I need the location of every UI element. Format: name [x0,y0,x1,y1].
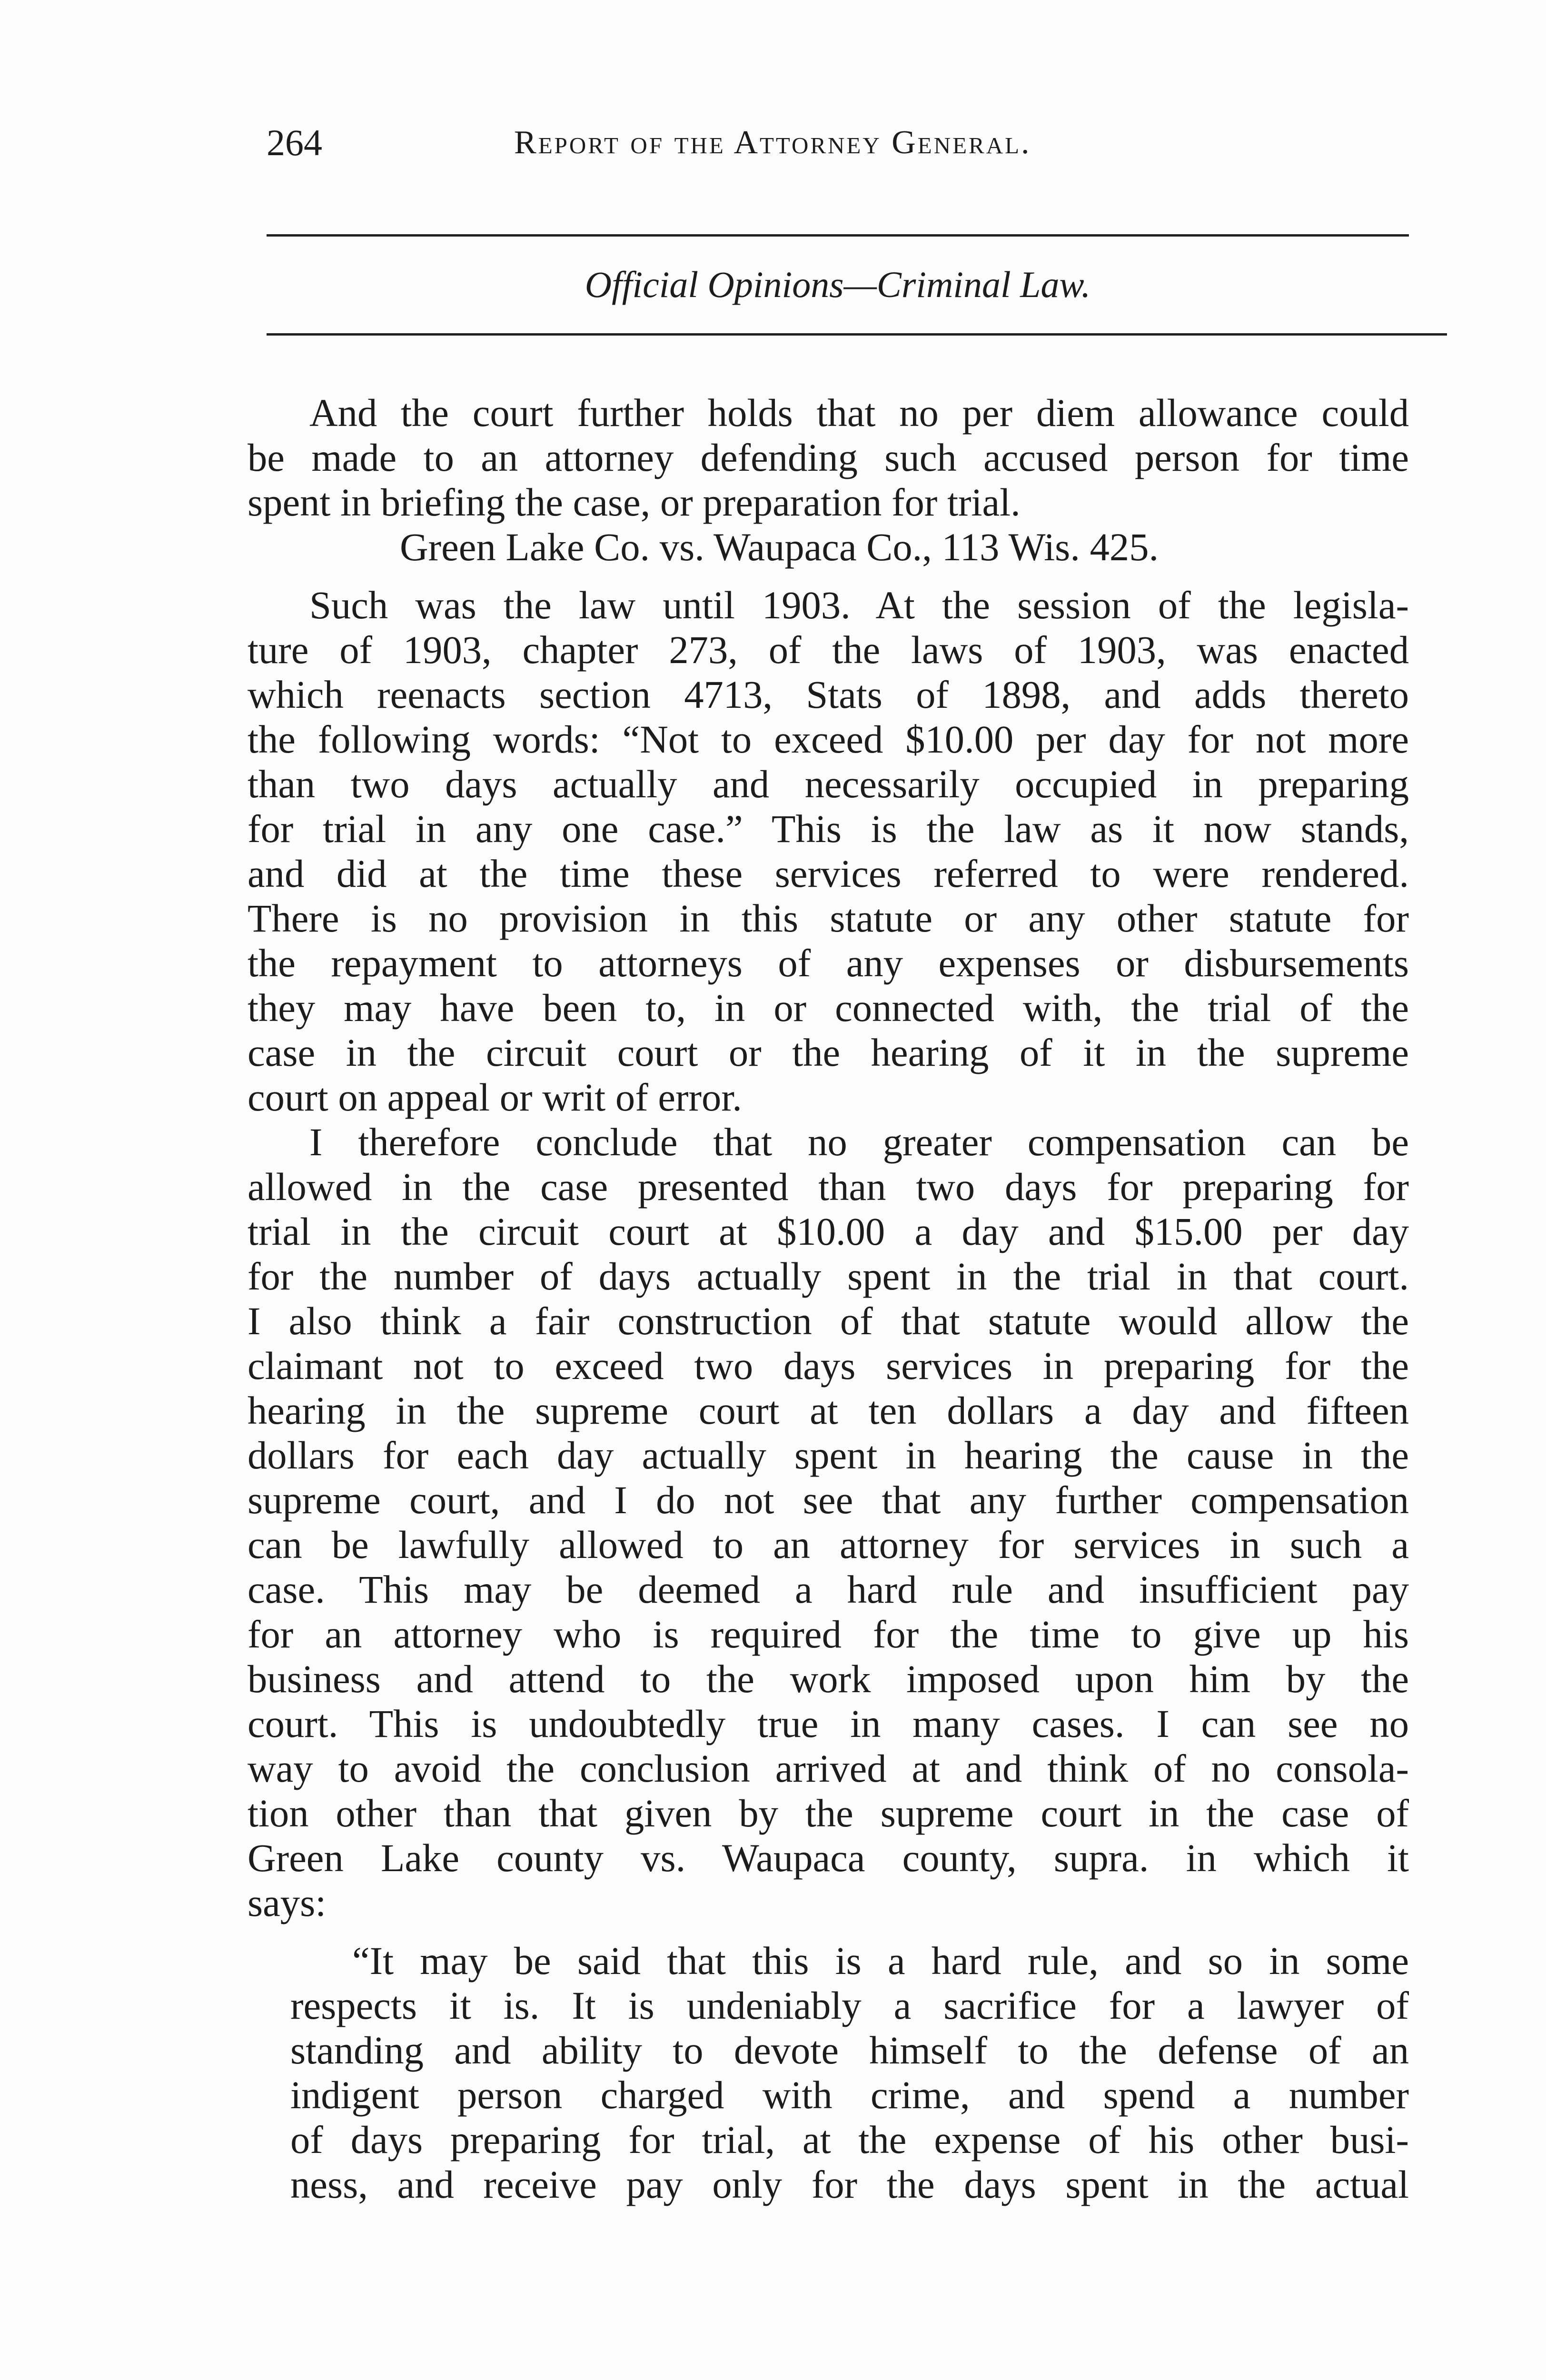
text-line: And the court further holds that no per diem allowance could [309,391,1409,435]
text-line: trial in the circuit court at $10.00 a day and $15.00 per day [248,1210,1409,1253]
quote-line: respects it is. It is undeniably a sacrifice for a lawyer of [290,1983,1409,2027]
paragraph-2 [248,583,1409,1120]
text-line: court on appeal or writ of error. [248,1075,742,1119]
text-line: can be lawfully allowed to an attorney for services in such a [248,1523,1409,1567]
text-line: hearing in the supreme court at ten dollars a day and fifteen [248,1388,1409,1432]
block-quote [248,1938,1409,2207]
quote-line: standing and ability to devote himself to the defense of an [290,2028,1409,2072]
paragraph-3 [248,1120,1409,1925]
text-line: for the number of days actually spent in the trial in that court. [248,1254,1409,1298]
quote-line: ness, and receive pay only for the days spent in the actual [290,2162,1409,2206]
text-line: supreme court, and I do not see that any further compensation [248,1478,1409,1522]
paragraph-gap [248,569,1409,583]
text-line: I therefore conclude that no greater compensation can be [309,1120,1409,1164]
text-line: for trial in any one case.” This is the law as it now stands, [248,807,1409,851]
text-line: allowed in the case presented than two days for preparing for [248,1165,1409,1209]
text-line: spent in briefing the case, or preparation for trial. [248,480,1021,524]
text-line: case. This may be deemed a hard rule and insufficient pay [248,1567,1409,1611]
text-line: case in the circuit court or the hearing of it in the supreme [248,1031,1409,1074]
text-line: than two days actually and necessarily occupied in preparing [248,762,1409,806]
section-heading: Official Opinions—Criminal Law. [585,264,1091,305]
text-line: There is no provision in this statute or any other statute for [248,896,1409,940]
text-line: for an attorney who is required for the time to give up his [248,1612,1409,1656]
case-citation: Green Lake Co. vs. Waupaca Co., 113 Wis. 425. [400,525,1159,569]
page-number: 264 [267,122,322,163]
text-line: says: [248,1881,327,1924]
quote-line: “It may be said that this is a hard rule, and so in some [352,1939,1409,1983]
running-title: Report of the Attorney General. [514,124,1031,161]
paragraph-gap [248,1925,1409,1938]
text-line: Green Lake county vs. Waupaca county, supra. in which it [248,1836,1409,1880]
text-line: claimant not to exceed two days services in preparing for the [248,1344,1409,1388]
text-line: which reenacts section 4713, Stats of 1898, and adds thereto [248,673,1409,716]
body-text [248,390,1409,2207]
quote-line: indigent person charged with crime, and spend a number [290,2073,1409,2117]
text-line: business and attend to the work imposed upon him by the [248,1657,1409,1701]
text-line: the repayment to attorneys of any expenses or disbursements [248,941,1409,985]
text-line: court. This is undoubtedly true in many cases. I can see no [248,1702,1409,1745]
page-header [267,119,1409,176]
text-line: tion other than that given by the supreme court in the case of [248,1791,1409,1835]
text-line: be made to an attorney defending such accused person for time [248,436,1409,479]
text-line: way to avoid the conclusion arrived at and think of no consola- [248,1746,1409,1790]
text-line: dollars for each day actually spent in hearing the cause in the [248,1433,1409,1477]
header-rule-top [267,234,1409,237]
text-line: ture of 1903, chapter 273, of the laws of 1903, was enacted [248,628,1409,672]
quote-line: of days preparing for trial, at the expense of his other busi- [290,2118,1409,2162]
text-line: the following words: “Not to exceed $10.00 per day for not more [248,717,1409,761]
text-line: they may have been to, in or connected with, the trial of the [248,986,1409,1030]
text-line: and did at the time these services referred to were rendered. [248,852,1409,895]
text-line: Such was the law until 1903. At the session of the legisla- [309,583,1409,627]
paragraph-1 [248,390,1409,525]
header-rule-bottom [267,333,1447,336]
text-line: I also think a fair construction of that statute would allow the [248,1299,1409,1343]
